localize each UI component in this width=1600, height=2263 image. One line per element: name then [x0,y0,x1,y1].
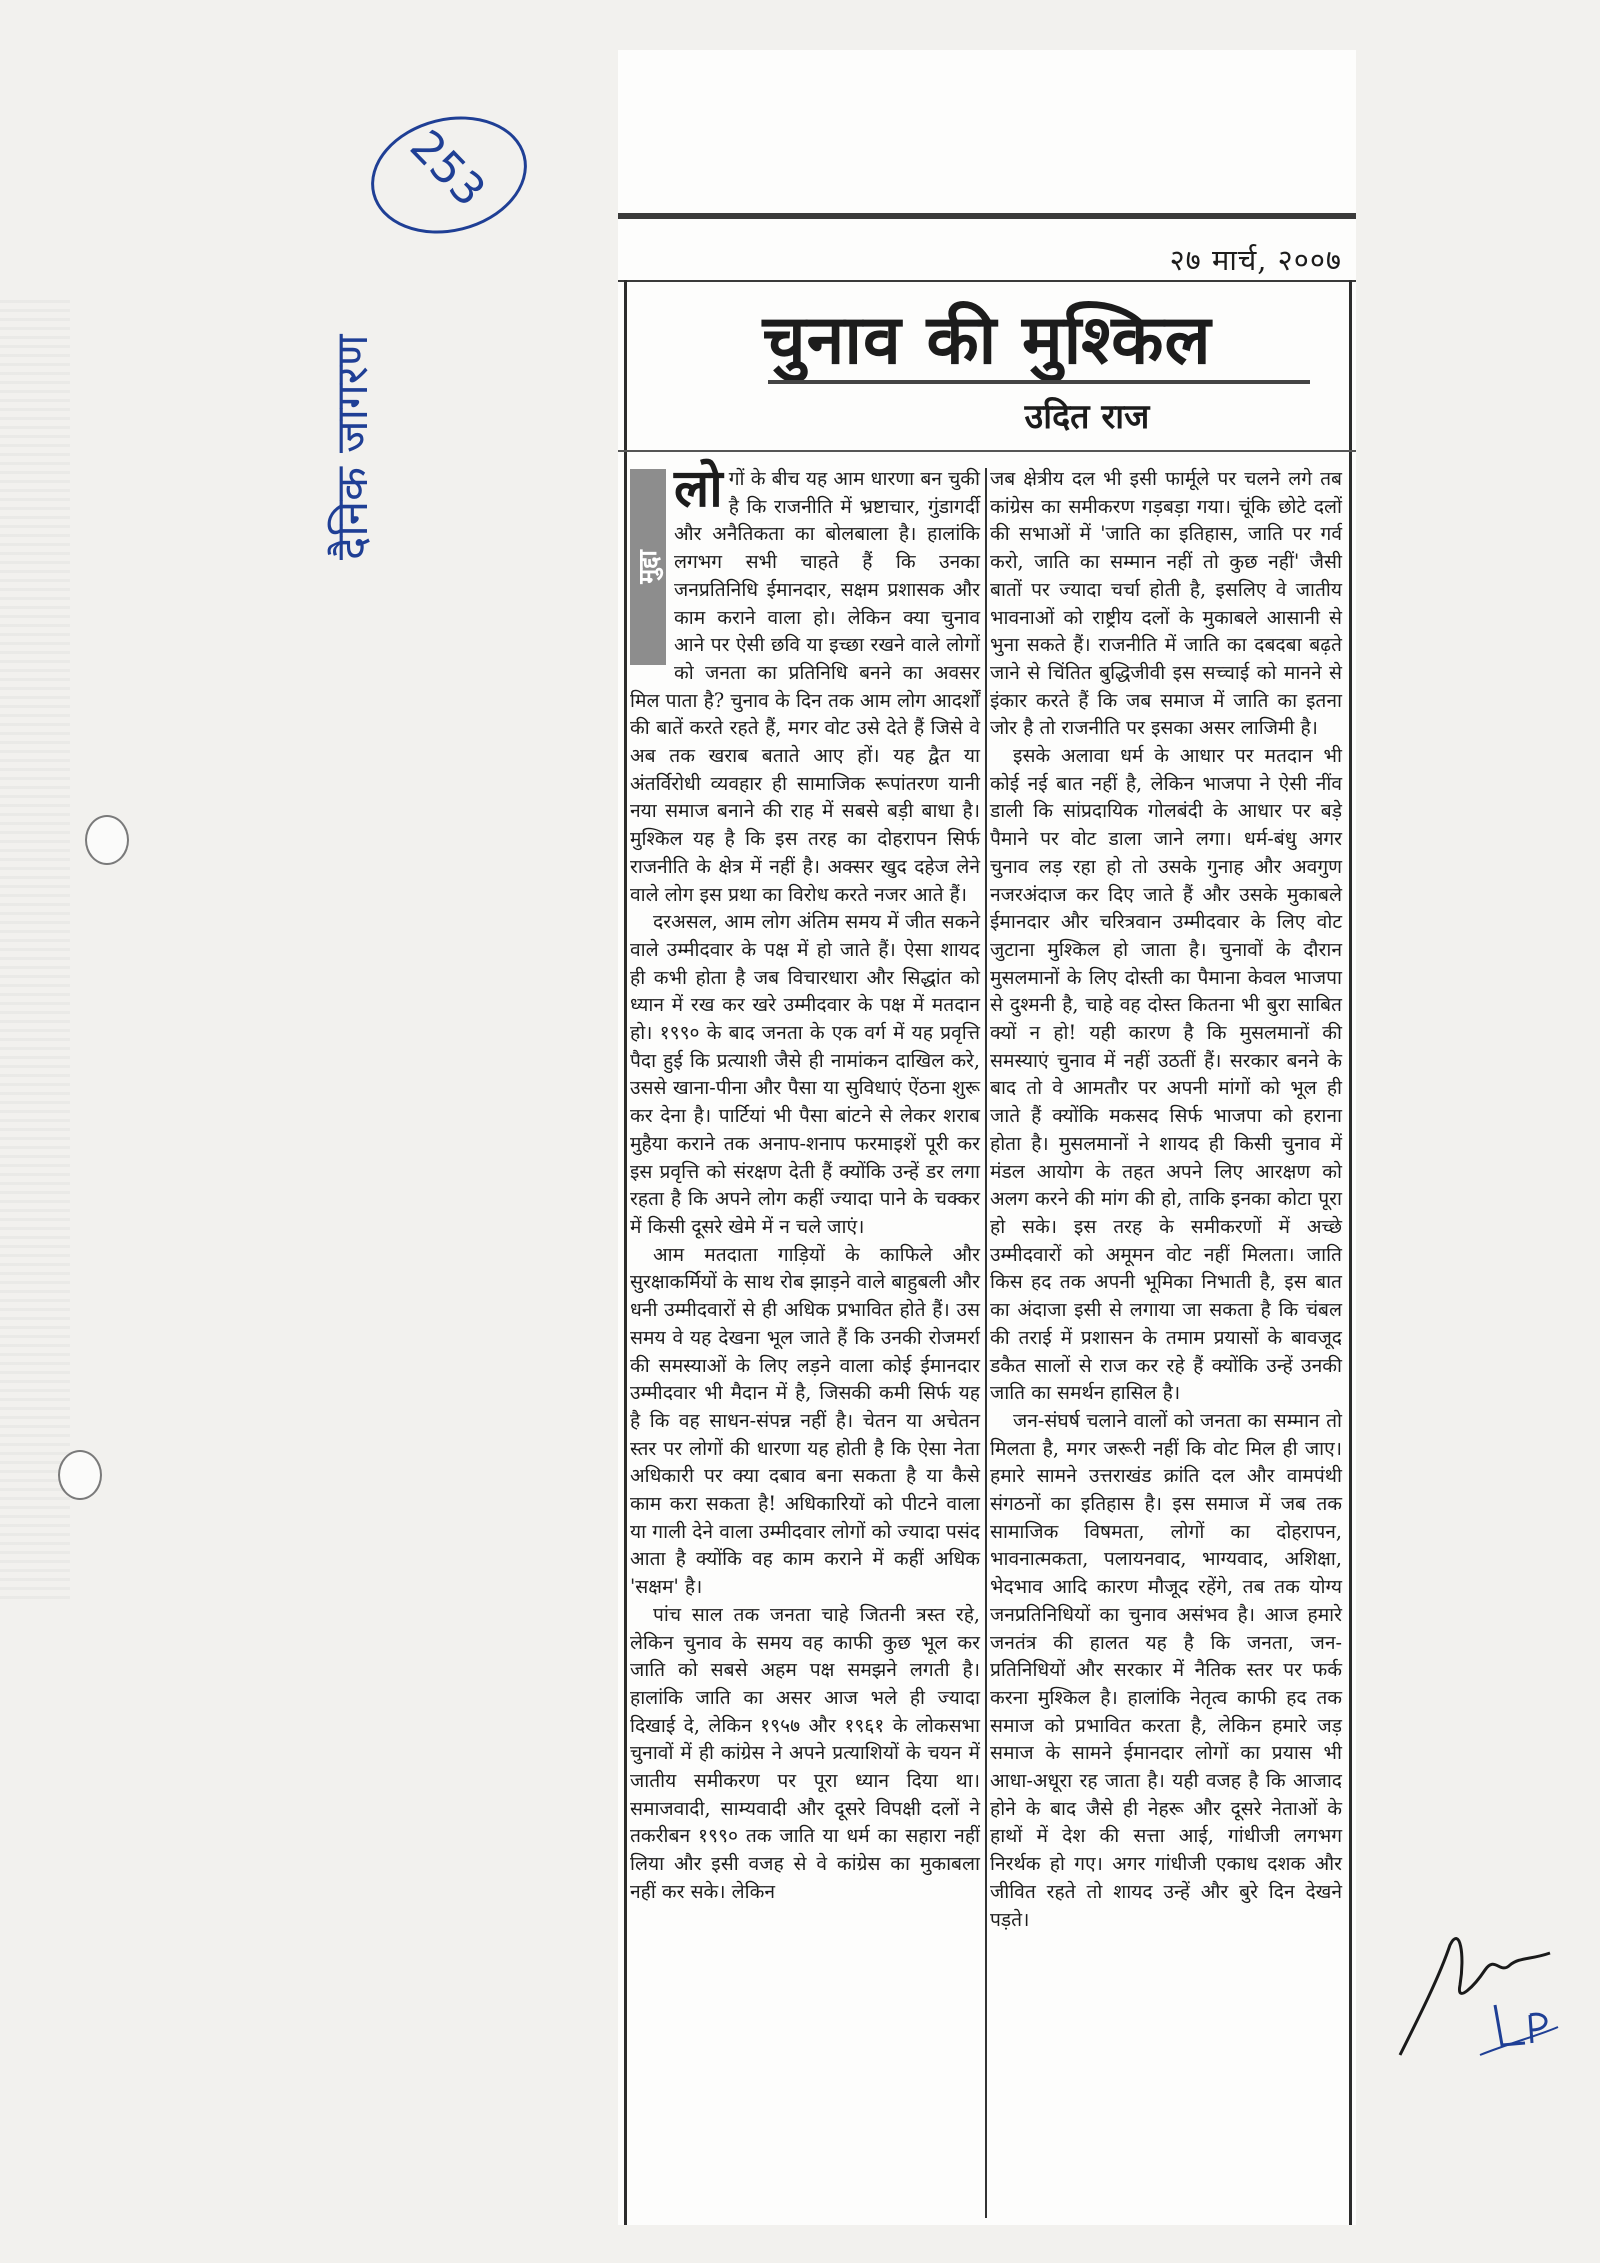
paragraph: पांच साल तक जनता चाहे जितनी त्रस्त रहे, लेकिन चुनाव के समय वह काफी कुछ भूल कर जाति को सबसे अहम पक्ष समझने लगती है। हालांकि जाति का असर आज भले ही ज्यादा दिखाई दे, लेकिन १९५७ और १९६१ के लोकसभा चुनावों में ही कांग्रेस ने अपने प्रत्याशियों के चयन में जातीय समीकरण पर पूरा ध्यान दिया था। समाजवादी, साम्यवादी और दूसरे विपक्षी दलों ने तकरीबन १९९० तक जाति या धर्म का सहारा नहीं लिया और इसी वजह से वे कांग्रेस का मुकाबला नहीं कर सके। लेकिन [630,1602,980,1903]
dropcap: लो [674,459,723,519]
headline: चुनाव की मुश्किल [762,301,1212,380]
column-divider [985,468,987,2218]
paragraph: जब क्षेत्रीय दल भी इसी फार्मूले पर चलने लगे तब कांग्रेस का समीकरण गड़बड़ा गया। चूंकि छोटे दलों की सभाओं में 'जाति का इतिहास, जाति पर गर्व करो, जाति का सम्मान नहीं तो कुछ नहीं' जैसी बातों पर ज्यादा चर्चा होती है, इसलिए वे जातीय भावनाओं को राष्ट्रीय दलों के मुकाबले आसानी से भुना सकते हैं। राजनीति में जाति का दबदबा बढ़ते जाने से चिंतित बुद्धिजीवी इस सच्चाई को मानने से इंकार करते हैं कि जब समाज में जाति का इतना जोर है तो राजनीति पर इसका असर लाजिमी है। [990,467,1342,740]
paragraph: दरअसल, आम लोग अंतिम समय में जीत सकने वाले उम्मीदवार के पक्ष में हो जाते हैं। ऐसा शायद ही कभी होता है जब विचारधारा और सिद्धांत को ध्यान में रख कर खरे उम्मीदवार के पक्ष में मतदान हो। १९९० के बाद जनता के एक वर्ग में यह प्रवृत्ति पैदा हुई कि प्रत्याशी जैसे ही नामांकन दाखिल करे, उससे खाना-पीना और पैसा या सुविधाएं ऐंठना शुरू कर देना है। पार्टियां भी पैसा बांटने से लेकर शराब मुहैया कराने तक अनाप-शनाप फरमाइशें पूरी कर इस प्रवृत्ति को संरक्षण देती हैं क्योंकि उन्हें डर लगा रहता है कि अपने लोग कहीं ज्यादा पाने के चक्कर में किसी दूसरे खेमे में न चले जाएं। [630,910,980,1238]
paragraph: जन-संघर्ष चलाने वालों को जनता का सम्मान तो मिलता है, मगर जरूरी नहीं कि वोट मिल ही जाए। हमारे सामने उत्तराखंड क्रांति दल और वामपंथी संगठनों का इतिहास है। इस समाज में जब तक सामाजिक विषमता, लोगों का दोहरापन, भावनात्मकता, पलायनवाद, भाग्यवाद, अशिक्षा, भेदभाव आदि कारण मौजूद रहेंगे, तब तक योग्य जनप्रतिनिधियों का चुनाव असंभव है। आज हमारे जनतंत्र की हालत यह है कि जनता, जन-प्रतिनिधियों और सरकार में नैतिक स्तर पर फर्क करना मुश्किल है। हालांकि नेतृत्व काफी हद तक समाज को प्रभावित करता है, लेकिन हमारे जड़ समाज के सामने ईमानदार लोगों का प्रयास भी आधा-अधूरा रह जाता है। यही वजह है कि आजाद होने के बाद जैसे ही नेहरू और दूसरे नेताओं के हाथों में देश की सत्ता आई, गांधीजी लगभग निरर्थक हो गए। अगर गांधीजी एकाध दशक और जीवित रहते तो शायद उन्हें और बुरे दिन देखने पड़ते। [990,1408,1342,1931]
newspaper-clipping [618,50,1356,2225]
section-badge [630,469,666,665]
frame-right [1349,280,1352,2225]
scan-noise [0,300,70,1600]
page-number-circle [359,101,540,250]
frame-left [624,280,627,2225]
headline-underline [768,380,1310,384]
date-rule-top [618,213,1356,219]
paragraph: इसके अलावा धर्म के आधार पर मतदान भी कोई नई बात नहीं है, लेकिन भाजपा ने ऐसी नींव डाली कि सांप्रदायिक गोलबंदी के आधार पर बड़े पैमाने पर वोट डाला जाने लगा। धर्म-बंधु अगर चुनाव लड़ रहा हो तो उसके गुनाह और अवगुण नजरअंदाज कर दिए जाते हैं और उसके मुकाबले ईमानदार और चरित्रवान उम्मीदवार के लिए वोट जुटाना मुश्किल हो जाता है। चुनावों के दौरान मुसलमानों के लिए दोस्ती का पैमाना केवल भाजपा से दुश्मनी है, चाहे वह दोस्त कितना भी बुरा साबित क्यों न हो! यही कारण है कि मुसलमानों की समस्याएं चुनाव में नहीं उठतीं हैं। सरकार बनने के बाद तो वे आमतौर पर अपनी मांगों को भूल ही जाते हैं क्योंकि मकसद सिर्फ भाजपा को हराना होता है। मुसलमानों ने शायद ही किसी चुनाव में मंडल आयोग के तहत अपने लिए आरक्षण को अलग करने की मांग की हो, ताकि इनका कोटा पूरा हो सके। इस तरह के समीकरणों में अच्छे उम्मीदवारों को अमूमन वोट नहीं मिलता। जाति किस हद तक अपनी भूमिका निभाती है, इस बात का अंदाजा इसी से लगाया जा सकता है कि चंबल की तराई में प्रशासन के तमाम प्रयासों के बावजूद डकैत सालों से राज कर रहे हैं क्योंकि उन्हें उनकी जाति का समर्थन हासिल है। [990,744,1342,1405]
paragraph: गों के बीच यह आम धारणा बन चुकी है कि राजनीति में भ्रष्टाचार, गुंडागर्दी और अनैतिकता का बोलबाला है। हालांकि लगभग सभी चाहते हैं कि उनका जनप्रतिनिधि ईमानदार, सक्षम प्रशासक और काम कराने वाला हो। लेकिन क्या चुनाव आने पर ऐसी छवि या इच्छा रखने वाले लोगों को जनता का प्रतिनिधि बनने का अवसर मिल पाता है? चुनाव के दिन तक आम लोग आदर्शों की बातें करते रहते हैं, मगर वोट उसे देते हैं जिसे वे अब तक खराब बताते आए हों। यह द्वैत या अंतर्विरोधी व्यवहार ही सामाजिक रूपांतरण यानी नया समाज बनाने की राह में सबसे बड़ी बाधा है। मुश्किल यह है कि इस तरह का दोहरापन सिर्फ राजनीति के क्षेत्र में नहीं है। अक्सर खुद दहेज लेने वाले लोग इस प्रथा का विरोध करते नजर आते हैं। [630,467,980,906]
article-column-1 [630,459,980,1906]
punch-hole-top [85,815,129,865]
date-rule-bottom [618,280,1356,282]
article-column-2 [990,465,1342,1933]
page-number: 253 [399,120,495,217]
handwritten-source-note: दैनिक जागरण [327,334,378,560]
paragraph: आम मतदाता गाड़ियों के काफिले और सुरक्षाकर्मियों के साथ रोब झाड़ने वाले बाहुबली और धनी उम्मीदवारों से ही अधिक प्रभावित होते हैं। उस समय वे यह देखना भूल जाते हैं कि उनकी रोजमर्रा की समस्याओं के लिए लड़ने वाला कोई ईमानदार उम्मीदवार भी मैदान में है, जिसकी कमी सिर्फ यह है कि वह साधन-संपन्न नहीं है। चेतन या अचेतन स्तर पर लोगों की धारणा यह होती है कि ऐसा नेता अधिकारी पर क्या दबाव बना सकता है या कैसे काम करा सकता है! अधिकारियों को पीटने वाला या गाली देने वाला उम्मीदवार लोगों को ज्यादा पसंद आता है क्योंकि वह काम कराने में कहीं अधिक 'सक्षम' है। [630,1242,980,1599]
publication-date: २७ मार्च, २००७ [1169,243,1342,277]
byline-rule [618,450,1356,452]
signature [1390,1915,1560,2065]
punch-hole-bottom [58,1450,102,1500]
byline: उदित राज [1024,397,1150,437]
section-tag: मुद्दा [633,550,663,584]
